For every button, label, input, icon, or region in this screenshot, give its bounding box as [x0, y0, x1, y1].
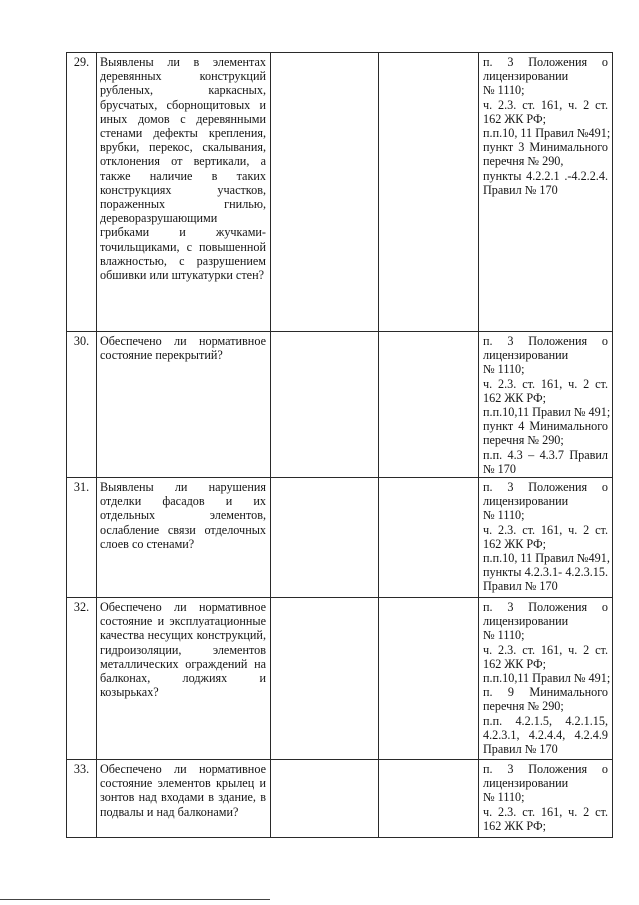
question-cell [97, 598, 271, 760]
legal-reference-line: 162 ЖК РФ; [483, 536, 547, 551]
footnote-separator-line [0, 899, 270, 900]
question-cell [97, 53, 271, 332]
legal-reference-line: пункт 3 Минимального [483, 140, 608, 155]
checklist-row [67, 478, 613, 598]
legal-reference-line: 162 ЖК РФ; [483, 656, 547, 671]
legal-reference-line: ч. 2.3. ст. 161, ч. 2 ст. [483, 642, 608, 657]
answer-cell-empty [271, 598, 379, 760]
legal-reference-line: № 1110; [483, 83, 525, 98]
legal-reference-line: перечня № 290; [483, 699, 564, 714]
legal-reference-line: п.п.10, 11 Правил №491, [483, 551, 610, 566]
legal-reference-line: пункты 4.2.2.1 .-4.2.2.4. [483, 168, 608, 183]
legal-reference-line: п. 3 Положения о [483, 55, 608, 69]
legal-reference-line: п. 3 Положения о [483, 334, 608, 348]
checklist-row [67, 53, 613, 332]
legal-reference-line: лицензировании [483, 614, 569, 629]
legal-reference-line: 4.2.3.1, 4.2.4.4, 4.2.4.9 [483, 727, 608, 742]
question-text: Обеспечено ли нормативное состояние перекрытий? [100, 334, 266, 363]
row-number: 33. [67, 760, 97, 838]
legal-reference-line: перечня № 290, [483, 154, 564, 169]
note-cell-empty [379, 478, 479, 598]
answer-cell-empty [271, 478, 379, 598]
legal-reference-line: лицензировании [483, 494, 569, 509]
checklist-row [67, 760, 613, 838]
legal-reference-line: пункт 4 Минимального [483, 419, 608, 434]
answer-cell-empty [271, 760, 379, 838]
row-number: 32. [67, 598, 97, 760]
checklist-row [67, 598, 613, 760]
legal-reference-line: лицензировании [483, 776, 569, 791]
legal-reference-line: ч. 2.3. ст. 161, ч. 2 ст. [483, 804, 608, 819]
legal-reference-line: п. 3 Положения о [483, 762, 608, 777]
question-cell [97, 332, 271, 478]
question-cell [97, 478, 271, 598]
legal-reference-line: п. 3 Положения о [483, 600, 608, 615]
legal-reference-line: п.п. 4.2.1.5, 4.2.1.15, [483, 713, 608, 728]
question-text: Обеспечено ли нормативное состояние и эксплуатационные качества несущих конструкций, гидроизоляции, элементов металлических ограждений на балконах, лоджиях и козырьках? [100, 600, 266, 700]
legal-reference-line: 162 ЖК РФ; [483, 111, 547, 126]
legal-reference-line: № 1110; [483, 790, 525, 805]
answer-cell-empty [271, 53, 379, 332]
legal-reference-cell [479, 598, 613, 760]
legal-reference-line: п.п.10,11 Правил № 491; [483, 671, 611, 686]
legal-reference-line: № 1110; [483, 362, 525, 377]
note-cell-empty [379, 53, 479, 332]
checklist-table-body [67, 53, 613, 838]
legal-reference-line: ч. 2.3. ст. 161, ч. 2 ст. [483, 376, 608, 391]
legal-reference-line: № 170 [483, 461, 516, 476]
legal-reference-line: Правил № 170 [483, 182, 558, 197]
legal-reference-line: перечня № 290; [483, 433, 564, 448]
legal-reference-line: лицензировании [483, 69, 569, 84]
legal-reference-line: пункты 4.2.3.1- 4.2.3.15. [483, 565, 608, 580]
legal-reference-line: Правил № 170 [483, 579, 558, 594]
legal-reference-line: Правил № 170 [483, 742, 558, 757]
row-number: 29. [67, 53, 97, 332]
legal-reference-line: лицензировании [483, 348, 569, 363]
question-cell [97, 760, 271, 838]
legal-reference-line: 162 ЖК РФ; [483, 818, 547, 833]
legal-reference-line: п.п.10, 11 Правил №491; [483, 126, 611, 141]
note-cell-empty [379, 332, 479, 478]
legal-reference-line: п.п.10,11 Правил № 491; [483, 405, 611, 420]
legal-reference-line: ч. 2.3. ст. 161, ч. 2 ст. [483, 522, 608, 537]
checklist-row [67, 332, 613, 478]
checklist-table [66, 52, 613, 838]
legal-reference-cell [479, 332, 613, 478]
note-cell-empty [379, 760, 479, 838]
legal-reference-line: п.п. 4.3 – 4.3.7 Правил [483, 447, 608, 462]
legal-reference-line: № 1110; [483, 628, 525, 643]
legal-reference-line: ч. 2.3. ст. 161, ч. 2 ст. [483, 97, 608, 112]
question-text: Выявлены ли нарушения отделки фасадов и их отдельных элементов, ослабление связи отделочных слоев со стенами? [100, 480, 266, 551]
answer-cell-empty [271, 332, 379, 478]
note-cell-empty [379, 598, 479, 760]
question-text: Выявлены ли в элементах деревянных конструкций рубленых, каркасных, брусчатых, сборнощитовых и иных домов с деревянными стенами дефекты крепления, врубки, перекос, скалывания, отклонения от вертикали, а также наличие в таких конструкциях участков, пораженных гнилью, дереворазрушающими грибками и жучками-точильщиками, с повышенной влажностью, с разрушением обшивки или штукатурки стен? [100, 55, 266, 283]
question-text: Обеспечено ли нормативное состояние элементов крылец и зонтов над входами в здание, в подвалы и над балконами? [100, 762, 266, 819]
legal-reference-line: п. 9 Минимального [483, 685, 608, 700]
row-number: 31. [67, 478, 97, 598]
legal-reference-cell [479, 53, 613, 332]
legal-reference-line: 162 ЖК РФ; [483, 390, 547, 405]
legal-reference-cell [479, 760, 613, 838]
legal-reference-cell [479, 478, 613, 598]
row-number: 30. [67, 332, 97, 478]
legal-reference-line: № 1110; [483, 508, 525, 523]
legal-reference-line: п. 3 Положения о [483, 480, 608, 495]
